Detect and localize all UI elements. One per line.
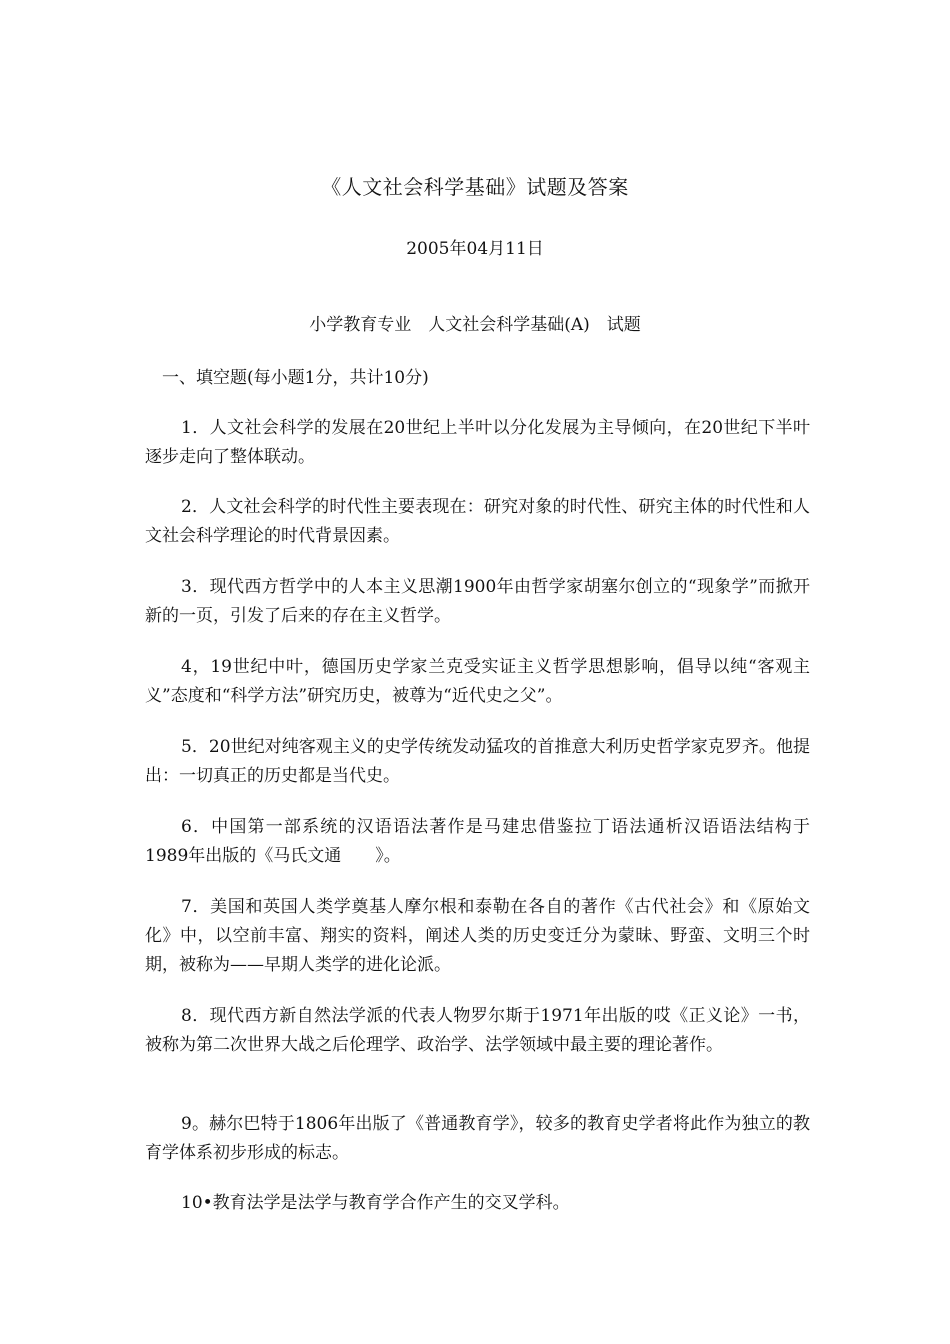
question-item: 2．人文社会科学的时代性主要表现在：研究对象的时代性、研究主体的时代性和人文社会科学理论的时代背景因素。	[145, 497, 810, 546]
question-item: 5．20世纪对纯客观主义的史学传统发动猛攻的首推意大利历史哲学家克罗齐。他提出：一切真正的历史都是当代史。	[145, 737, 810, 786]
question-item: 1．人文社会科学的发展在20世纪上半叶以分化发展为主导倾向，在20世纪下半叶逐步走向了整体联动。	[145, 418, 810, 467]
question-item: 10•教育法学是法学与教育学合作产生的交叉学科。	[181, 1193, 570, 1213]
question-item: 4，19世纪中叶，德国历史学家兰克受实证主义哲学思想影响，倡导以纯“客观主义”态度和“科学方法”研究历史，被尊为“近代史之父”。	[145, 657, 810, 706]
question-item: 8．现代西方新自然法学派的代表人物罗尔斯于1971年出版的哎《正义论》一书，被称为第二次世界大战之后伦理学、政治学、法学领域中最主要的理论著作。	[145, 1006, 810, 1055]
section-heading: 一、填空题(每小题1分，共计10分)	[162, 368, 429, 388]
exam-subtitle: 小学教育专业 人文社会科学基础(A) 试题	[309, 315, 641, 335]
document-date: 2005年04月11日	[406, 239, 544, 259]
question-item: 6．中国第一部系统的汉语语法著作是马建忠借鉴拉丁语法通析汉语语法结构于1989年出版的《马氏文通 》。	[145, 817, 810, 866]
question-item: 9。赫尔巴特于1806年出版了《普通教育学》，较多的教育史学者将此作为独立的教育学体系初步形成的标志。	[145, 1114, 810, 1163]
question-item: 3．现代西方哲学中的人本主义思潮1900年由哲学家胡塞尔创立的“现象学”而掀开新的一页，引发了后来的存在主义哲学。	[145, 577, 810, 626]
question-item: 7．美国和英国人类学奠基人摩尔根和泰勒在各自的著作《古代社会》和《原始文化》中，以空前丰富、翔实的资料，阐述人类的历史变迁分为蒙昧、野蛮、文明三个时期，被称为——早期人类学的进化论派。	[145, 897, 810, 975]
document-title: 《人文社会科学基础》试题及答案	[321, 175, 629, 199]
